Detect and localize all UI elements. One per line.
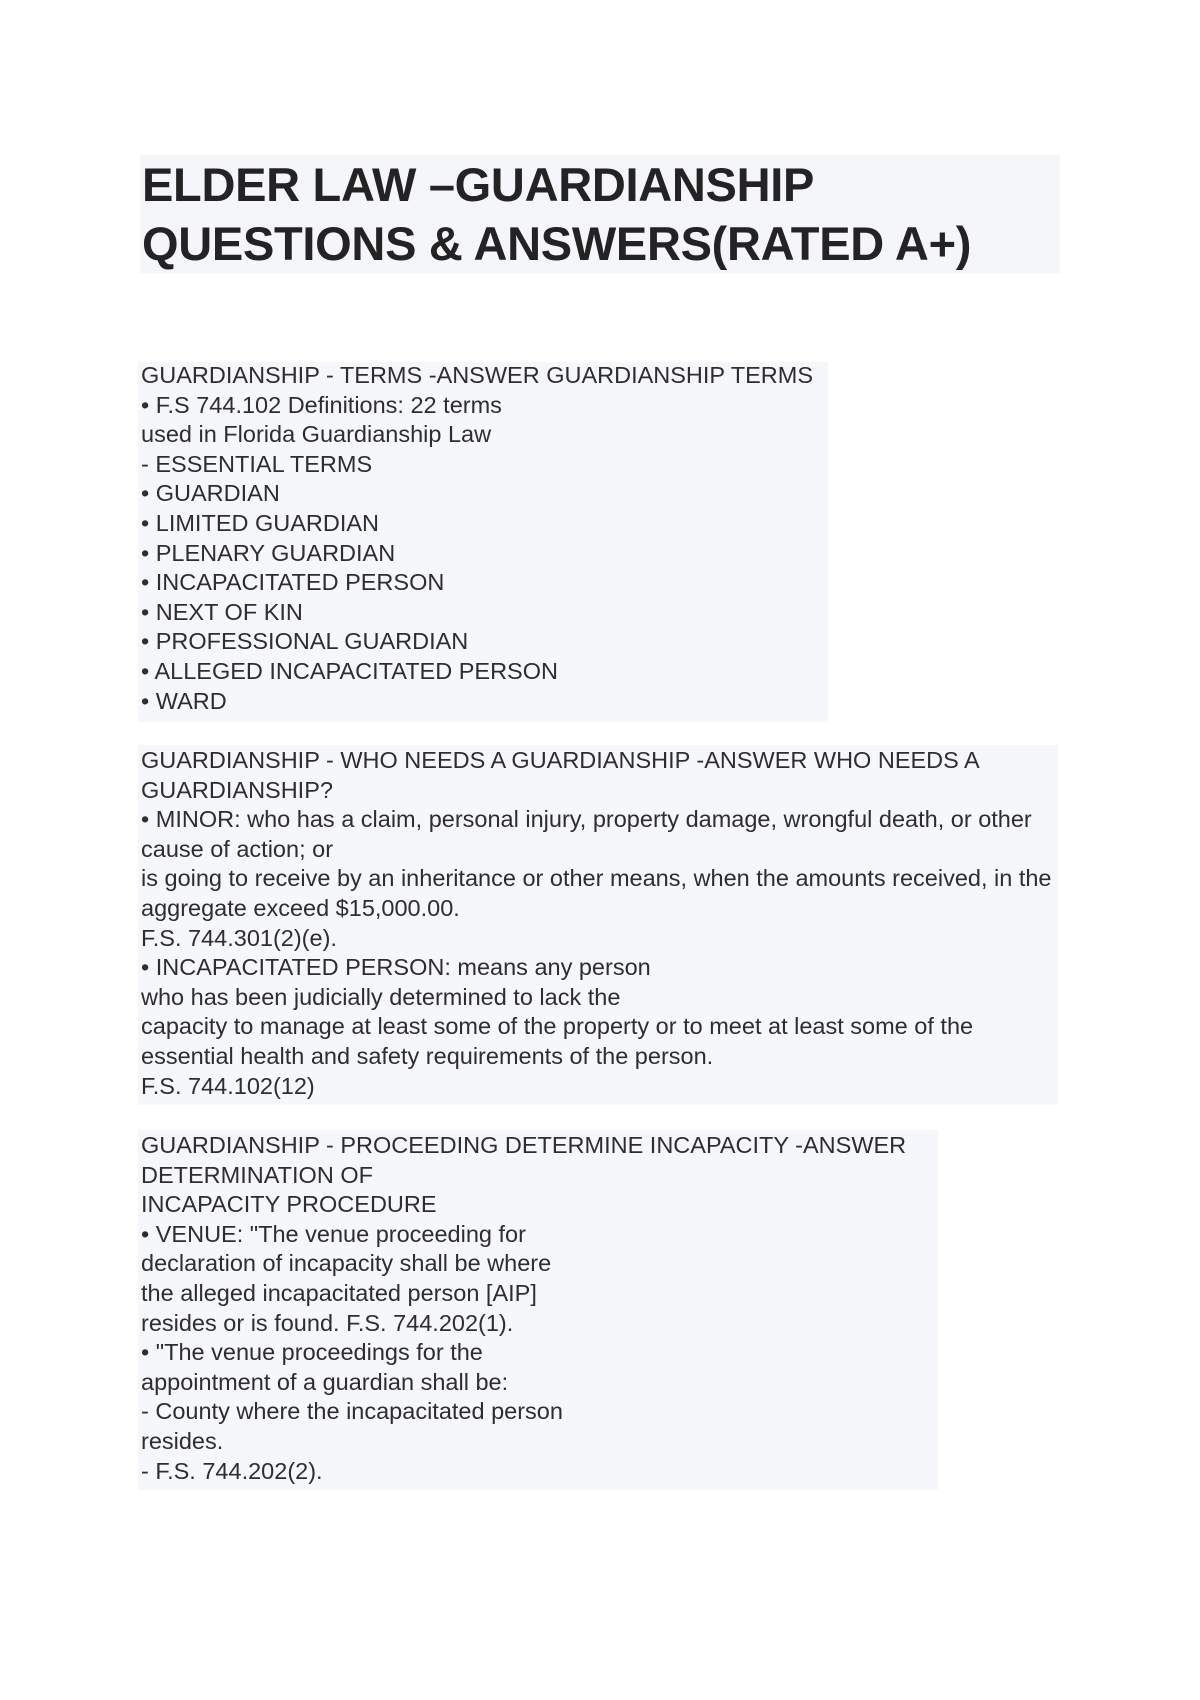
answer-line: - ESSENTIAL TERMS xyxy=(141,450,373,477)
answer-line: • PLENARY GUARDIAN xyxy=(141,539,396,566)
answer-line: the alleged incapacitated person [AIP] xyxy=(141,1279,537,1306)
answer-line: - County where the incapacitated person xyxy=(141,1398,563,1425)
answer-line: - F.S. 744.202(2). xyxy=(141,1457,323,1484)
question-heading: INCAPACITY PROCEDURE xyxy=(141,1191,437,1218)
answer-line: • VENUE: "The venue proceeding for xyxy=(141,1220,526,1247)
title-line-1: ELDER LAW –GUARDIANSHIP xyxy=(142,158,815,211)
document-title xyxy=(140,155,1060,273)
answer-line: • GUARDIAN xyxy=(141,480,280,507)
answer-line: • MINOR: who has a claim, personal injury, property damage, wrongful death, or other xyxy=(141,806,1032,833)
answer-line: • "The venue proceedings for the xyxy=(141,1339,483,1366)
qa-section-who-needs xyxy=(141,746,1081,1101)
question-heading: GUARDIANSHIP - TERMS -ANSWER GUARDIANSHIP TERMS xyxy=(141,362,814,388)
answer-line: capacity to manage at least some of the property or to meet at least some of the xyxy=(141,1013,974,1040)
answer-line: • NEXT OF KIN xyxy=(141,598,303,625)
answer-line: declaration of incapacity shall be where xyxy=(141,1250,552,1277)
answer-line: is going to receive by an inheritance or other means, when the amounts received, in the xyxy=(141,865,1052,892)
answer-line: • INCAPACITATED PERSON xyxy=(141,569,445,596)
answer-line: • INCAPACITATED PERSON: means any person xyxy=(141,954,651,981)
answer-line: resides or is found. F.S. 744.202(1). xyxy=(141,1309,514,1336)
question-heading: DETERMINATION OF xyxy=(141,1161,373,1188)
question-heading: GUARDIANSHIP - WHO NEEDS A GUARDIANSHIP -ANSWER WHO NEEDS A xyxy=(141,747,980,773)
answer-line: • WARD xyxy=(141,687,227,714)
answer-line: used in Florida Guardianship Law xyxy=(141,421,492,448)
answer-line: • LIMITED GUARDIAN xyxy=(141,509,380,536)
answer-line: F.S. 744.301(2)(e). xyxy=(141,924,337,951)
answer-line: aggregate exceed $15,000.00. xyxy=(141,894,460,921)
answer-line: • ALLEGED INCAPACITATED PERSON xyxy=(141,657,558,684)
answer-line: • PROFESSIONAL GUARDIAN xyxy=(141,628,469,655)
title-line-2: QUESTIONS & ANSWERS(RATED A+) xyxy=(142,217,972,270)
answer-line: appointment of a guardian shall be: xyxy=(141,1368,509,1395)
answer-line: • F.S 744.102 Definitions: 22 terms xyxy=(141,391,502,418)
answer-line: resides. xyxy=(141,1427,224,1454)
answer-line: essential health and safety requirements of the person. xyxy=(141,1042,714,1069)
question-heading: GUARDIANSHIP? xyxy=(141,776,333,803)
question-heading: GUARDIANSHIP - PROCEEDING DETERMINE INCAPACITY -ANSWER xyxy=(141,1132,907,1158)
answer-line: who has been judicially determined to lack the xyxy=(141,983,621,1010)
answer-line: F.S. 744.102(12) xyxy=(141,1072,315,1099)
qa-section-incapacity-procedure xyxy=(141,1131,1081,1486)
qa-section-terms xyxy=(141,361,1081,716)
answer-line: cause of action; or xyxy=(141,835,334,862)
